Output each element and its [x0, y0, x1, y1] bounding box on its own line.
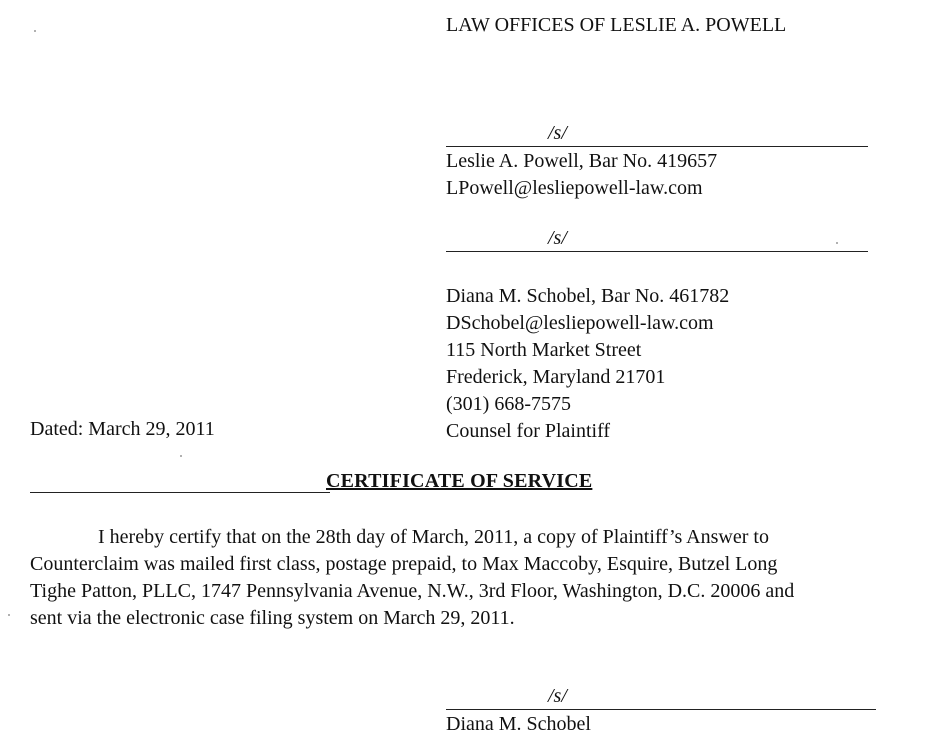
- signer-1-email: LPowell@lesliepowell-law.com: [446, 177, 703, 199]
- signer-2-email: DSchobel@lesliepowell-law.com: [446, 312, 714, 334]
- signer-1-block: [446, 148, 717, 202]
- certificate-paragraph: [30, 524, 920, 632]
- signature-line-2: [446, 229, 868, 252]
- signature-line-1: [446, 124, 868, 147]
- scan-speck: [34, 30, 36, 32]
- signer-1-name: Leslie A. Powell, Bar No. 419657: [446, 150, 718, 172]
- signer-2-role: Counsel for Plaintiff: [446, 420, 611, 442]
- signature-line-3: [446, 687, 876, 710]
- signature-mark-3: /s/: [548, 685, 567, 707]
- signature-mark-1: /s/: [548, 122, 567, 144]
- signature-mark-2: /s/: [548, 227, 567, 249]
- certificate-line-3: Tighe Patton, PLLC, 1747 Pennsylvania Avenue, N.W., 3rd Floor, Washington, D.C. 20006 and: [30, 580, 795, 602]
- certificate-line-4: sent via the electronic case filing system on March 29, 2011.: [30, 607, 515, 629]
- certificate-line-1: I hereby certify that on the 28th day of March, 2011, a copy of Plaintiff’s Answer to: [98, 526, 769, 548]
- scan-speck: [180, 455, 182, 457]
- signer-2-block: [446, 283, 729, 445]
- certificate-line-2: Counterclaim was mailed first class, postage prepaid, to Max Maccoby, Esquire, Butzel Long: [30, 553, 778, 575]
- scan-speck: [836, 242, 838, 244]
- signer-2-address-1: 115 North Market Street: [446, 339, 642, 361]
- signer-2-phone: (301) 668-7575: [446, 393, 571, 415]
- firm-name: LAW OFFICES OF LESLIE A. POWELL: [446, 14, 787, 36]
- final-signer: Diana M. Schobel: [446, 713, 591, 735]
- scan-speck: [8, 614, 10, 616]
- certificate-rule: [30, 492, 330, 493]
- certificate-title: CERTIFICATE OF SERVICE: [326, 470, 593, 492]
- signer-2-address-2: Frederick, Maryland 21701: [446, 366, 666, 388]
- signer-2-name: Diana M. Schobel, Bar No. 461782: [446, 285, 730, 307]
- date-line: Dated: March 29, 2011: [30, 418, 215, 440]
